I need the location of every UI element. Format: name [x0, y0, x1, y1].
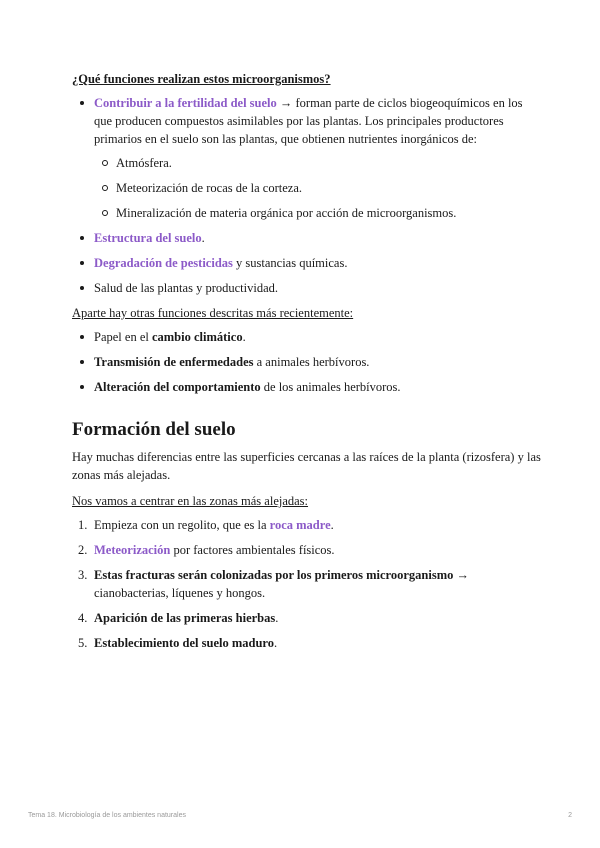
list-item	[72, 94, 542, 222]
section-title: Formación del suelo	[72, 419, 236, 440]
list-item	[72, 634, 542, 652]
structure-text: .	[201, 231, 205, 245]
item-prefix: Papel en el	[94, 330, 152, 344]
other-functions-heading: Aparte hay otras funciones descritas más recientemente:	[72, 306, 354, 320]
step-bold: Estas fracturas serán colonizadas por los primeros microorganismo	[94, 568, 454, 582]
functions-heading: ¿Qué funciones realizan estos microorganismos?	[72, 72, 331, 86]
footer-title: Tema 18. Microbiología de los ambientes naturales	[28, 812, 186, 819]
document-page	[72, 70, 542, 659]
nutrient-sources-list	[94, 154, 542, 222]
plant-health-text: Salud de las plantas y productividad.	[94, 281, 278, 295]
list-item	[72, 254, 542, 272]
page-number: 2	[568, 812, 572, 819]
list-item: Atmósfera.	[94, 154, 542, 172]
step-bold: Establecimiento del suelo maduro	[94, 636, 274, 650]
list-item	[72, 378, 542, 396]
step-bold: Aparición de las primeras hierbas	[94, 611, 276, 625]
functions-list	[72, 94, 542, 297]
list-item	[72, 566, 542, 602]
list-item	[72, 279, 542, 297]
step-number: 1.	[78, 518, 88, 532]
step-highlight: Meteorización	[94, 543, 171, 557]
structure-highlight: Estructura del suelo	[94, 231, 202, 245]
other-functions-list	[72, 328, 542, 396]
list-item	[72, 328, 542, 346]
step-suffix: .	[273, 636, 278, 650]
item-bold: Transmisión de enfermedades	[94, 355, 254, 369]
list-item	[72, 229, 542, 247]
list-item	[72, 353, 542, 371]
item-bold: cambio climático	[151, 330, 243, 344]
list-item	[72, 516, 542, 534]
step-suffix: por factores ambientales físicos.	[170, 543, 335, 557]
fertility-text: forman parte de ciclos biogeoquímicos en los que producen compuestos asimilables por las plantas. Los principales productores primarios en el suelo son las plantas, que obtienen nutrientes inorgánicos de:	[94, 96, 523, 146]
page-footer	[28, 812, 572, 819]
item-suffix: a animales herbívoros.	[253, 355, 370, 369]
list-item	[72, 541, 542, 559]
formation-steps-list	[72, 516, 542, 652]
list-item: Mineralización de materia orgánica por acción de microorganismos.	[94, 204, 542, 222]
step-number: 3.	[78, 568, 88, 582]
item-suffix: .	[242, 330, 246, 344]
step-suffix: .	[330, 518, 334, 532]
step-number: 4.	[78, 611, 88, 625]
arrow-text: →	[453, 568, 469, 582]
step-number: 5.	[78, 636, 88, 650]
step-number: 2.	[78, 543, 88, 557]
arrow-text: →	[276, 96, 296, 110]
focus-heading: Nos vamos a centrar en las zonas más alejadas:	[72, 494, 309, 508]
intro-paragraph: Hay muchas diferencias entre las superficies cercanas a las raíces de la planta (rizosfera) y las zonas más alejadas.	[72, 450, 541, 482]
step-prefix: Empieza con un regolito, que es la	[94, 518, 270, 532]
step-suffix: cianobacterias, líquenes y hongos.	[94, 586, 266, 600]
pesticides-highlight: Degradación de pesticidas	[94, 256, 233, 270]
list-item: Meteorización de rocas de la corteza.	[94, 179, 542, 197]
step-highlight: roca madre	[269, 518, 331, 532]
fertility-highlight: Contribuir a la fertilidad del suelo	[94, 96, 277, 110]
item-suffix: de los animales herbívoros.	[260, 380, 401, 394]
item-bold: Alteración del comportamiento	[94, 380, 261, 394]
step-suffix: .	[275, 611, 279, 625]
list-item	[72, 609, 542, 627]
pesticides-text: y sustancias químicas.	[232, 256, 348, 270]
